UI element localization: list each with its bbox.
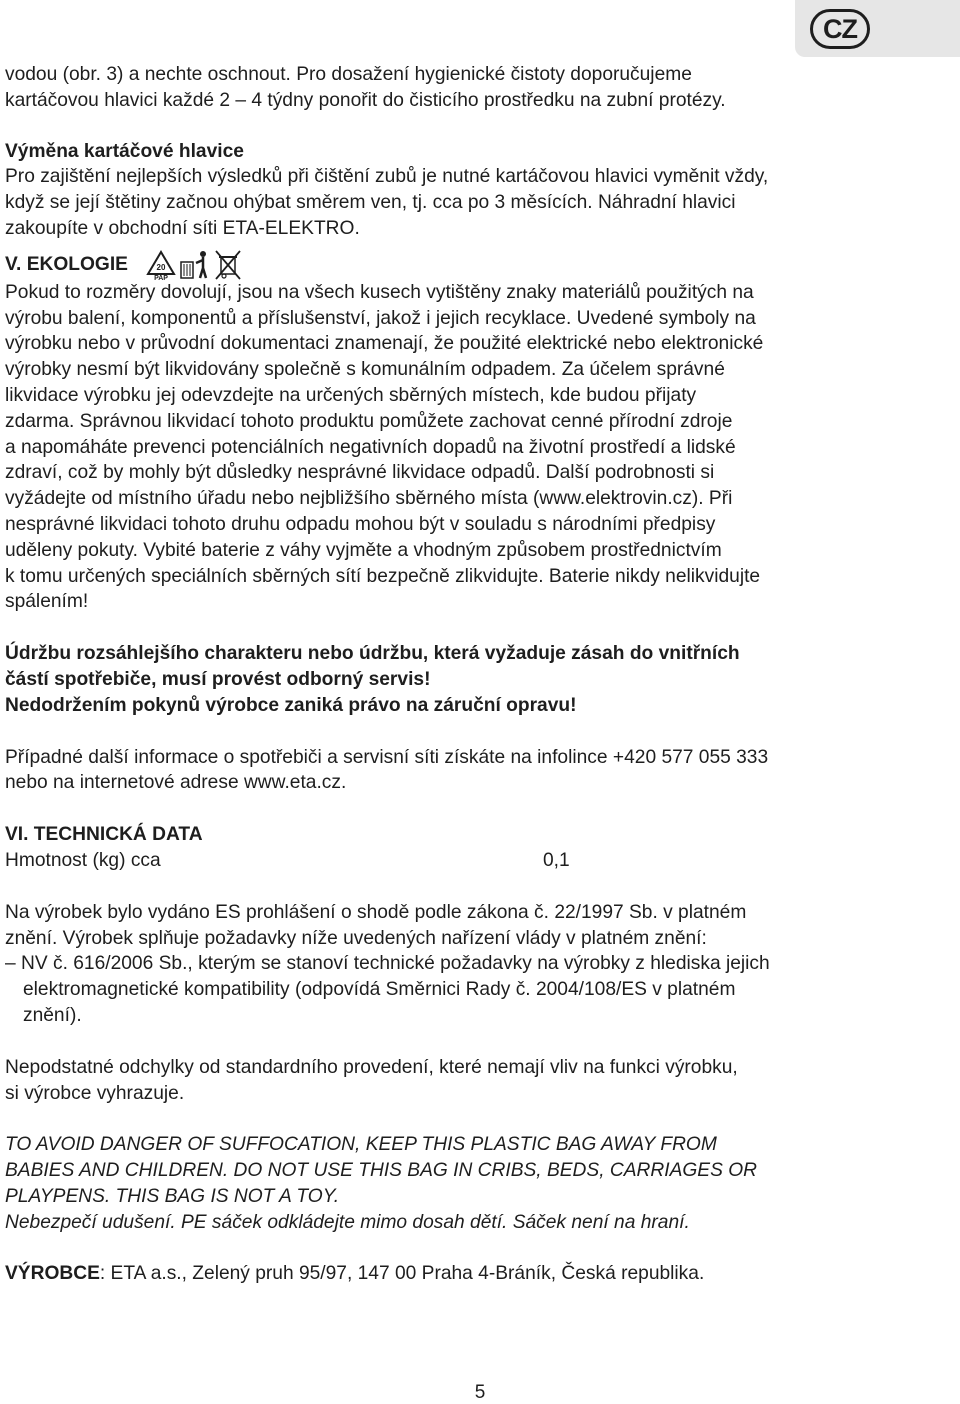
weight-value: 0,1: [543, 849, 570, 871]
ecology-line: uděleny pokuty. Vybité baterie z váhy vyjměte a vhodným způsobem prostřednictvím: [5, 539, 722, 561]
language-badge: [810, 9, 870, 49]
page-content: [5, 62, 955, 1287]
section-heading-ecology: V. EKOLOGIE: [5, 253, 128, 275]
recycle-number: 20: [156, 262, 166, 272]
language-code: CZ: [823, 13, 857, 44]
info-line: nebo na internetové adrese www.eta.cz.: [5, 772, 347, 794]
ecology-line: výrobku nebo v průvodní dokumentaci znamenají, že použité elektrické nebo elektronické: [5, 333, 764, 355]
manufacturer-address: : ETA a.s., Zelený pruh 95/97, 147 00 Praha 4-Bráník, Česká republika.: [99, 1263, 705, 1285]
intro-line: kartáčovou hlavici každé 2 – 4 týdny ponořit do čisticího prostředku na zubní protézy.: [5, 89, 726, 111]
bag-warning-line: TO AVOID DANGER OF SUFFOCATION, KEEP THIS PLASTIC BAG AWAY FROM: [5, 1134, 717, 1156]
crossed-out-wheelie-bin-icon: [214, 249, 242, 281]
bag-warning-line: PLAYPENS. THIS BAG IS NOT A TOY.: [5, 1185, 340, 1207]
section-heading-technical-data: VI. TECHNICKÁ DATA: [5, 824, 203, 846]
manufacturer-label: VÝROBCE: [5, 1263, 100, 1285]
info-line: Případné další informace o spotřebiči a servisní síti získáte na infolince +420 577 055 333: [5, 746, 769, 768]
ecology-line: a napomáháte prevenci potenciálních negativních dopadů na životní prostředí a lidské: [5, 436, 736, 458]
weight-label: Hmotnost (kg) cca: [5, 849, 161, 871]
declaration-line: znění. Výrobek splňuje požadavky níže uvedených nařízení vlády v platném znění:: [5, 927, 707, 949]
litter-bin-icon: [178, 250, 212, 280]
declaration-line: – NV č. 616/2006 Sb., kterým se stanoví technické požadavky na výrobky z hlediska jejich: [5, 953, 770, 975]
page-number: 5: [474, 1382, 486, 1403]
ecology-line: zdarma. Správnou likvidací tohoto produktu pomůžete zachovat cenné přírodní zdroje: [5, 410, 733, 432]
declaration-line: elektromagnetické kompatibility (odpovídá Směrnici Rady č. 2004/108/ES v platném: [23, 979, 736, 1001]
ecology-line: k tomu určených speciálních sběrných sítí bezpečně zlikvidujte. Baterie nikdy nelikvidujte: [5, 565, 761, 587]
bag-warning-line: BABIES AND CHILDREN. DO NOT USE THIS BAG IN CRIBS, BEDS, CARRIAGES OR: [5, 1160, 758, 1182]
ecology-heading-row: [5, 250, 955, 280]
warranty-warning-line: Nedodržením pokynů výrobce zaniká právo na záruční opravu!: [5, 694, 577, 716]
paragraph-line: Pro zajištění nejlepších výsledků při čištění zubů je nutné kartáčovou hlavici vyměnit vždy,: [5, 166, 769, 188]
intro-line: vodou (obr. 3) a nechte oschnout. Pro dosažení hygienické čistoty doporučujeme: [5, 64, 692, 85]
service-warning-line: Údržbu rozsáhlejšího charakteru nebo údržbu, která vyžaduje zásah do vnitřních: [5, 643, 740, 665]
recycling-paper-icon: [146, 250, 176, 280]
ecology-line: zdraví, což by mohly být důsledky nesprávné likvidace odpadů. Další podrobnosti si: [5, 462, 715, 484]
declaration-line: znění).: [23, 1004, 82, 1026]
ecology-line: výrobky nesmí být likvidovány společně s komunálním odpadem. Za účelem správné: [5, 359, 725, 381]
ecology-line: nesprávné likvidaci tohoto druhu odpadu mohou být v souladu s národními předpisy: [5, 513, 716, 535]
ecology-line: likvidace výrobku jej odevzdejte na určených sběrných místech, kde budou přijaty: [5, 384, 697, 406]
ecology-symbols: [146, 249, 242, 281]
service-warning-line: částí spotřebiče, musí provést odborný servis!: [5, 668, 431, 690]
ecology-line: spálením!: [5, 591, 89, 613]
deviation-line: Nepodstatné odchylky od standardního provedení, které nemají vliv na funkci výrobku,: [5, 1056, 738, 1078]
paragraph-line: zakoupíte v obchodní síti ETA-ELEKTRO.: [5, 217, 360, 239]
manufacturer-line: [5, 1261, 955, 1287]
deviation-line: si výrobce vyhrazuje.: [5, 1082, 185, 1104]
recycle-code: PAP: [154, 274, 168, 280]
weight-row: [5, 848, 955, 874]
declaration-line: Na výrobek bylo vydáno ES prohlášení o shodě podle zákona č. 22/1997 Sb. v platném: [5, 901, 747, 923]
bag-warning-line: Nebezpečí udušení. PE sáček odkládejte mimo dosah dětí. Sáček není na hraní.: [5, 1211, 690, 1233]
ecology-line: vyžádejte od místního úřadu nebo nejbližšího sběrného místa (www.elektrovin.cz). Při: [5, 488, 733, 510]
ecology-line: výrobu balení, komponentů a příslušenství, jakož i jejich recyklace. Uvedené symboly na: [5, 307, 756, 329]
paragraph-line: když se její štětiny začnou ohýbat směrem ven, tj. cca po 3 měsících. Náhradní hlavici: [5, 192, 736, 214]
section-heading-brush-head: Výměna kartáčové hlavice: [5, 140, 244, 162]
ecology-line: Pokud to rozměry dovolují, jsou na všech kusech vytištěny znaky materiálů použitých na: [5, 281, 754, 303]
